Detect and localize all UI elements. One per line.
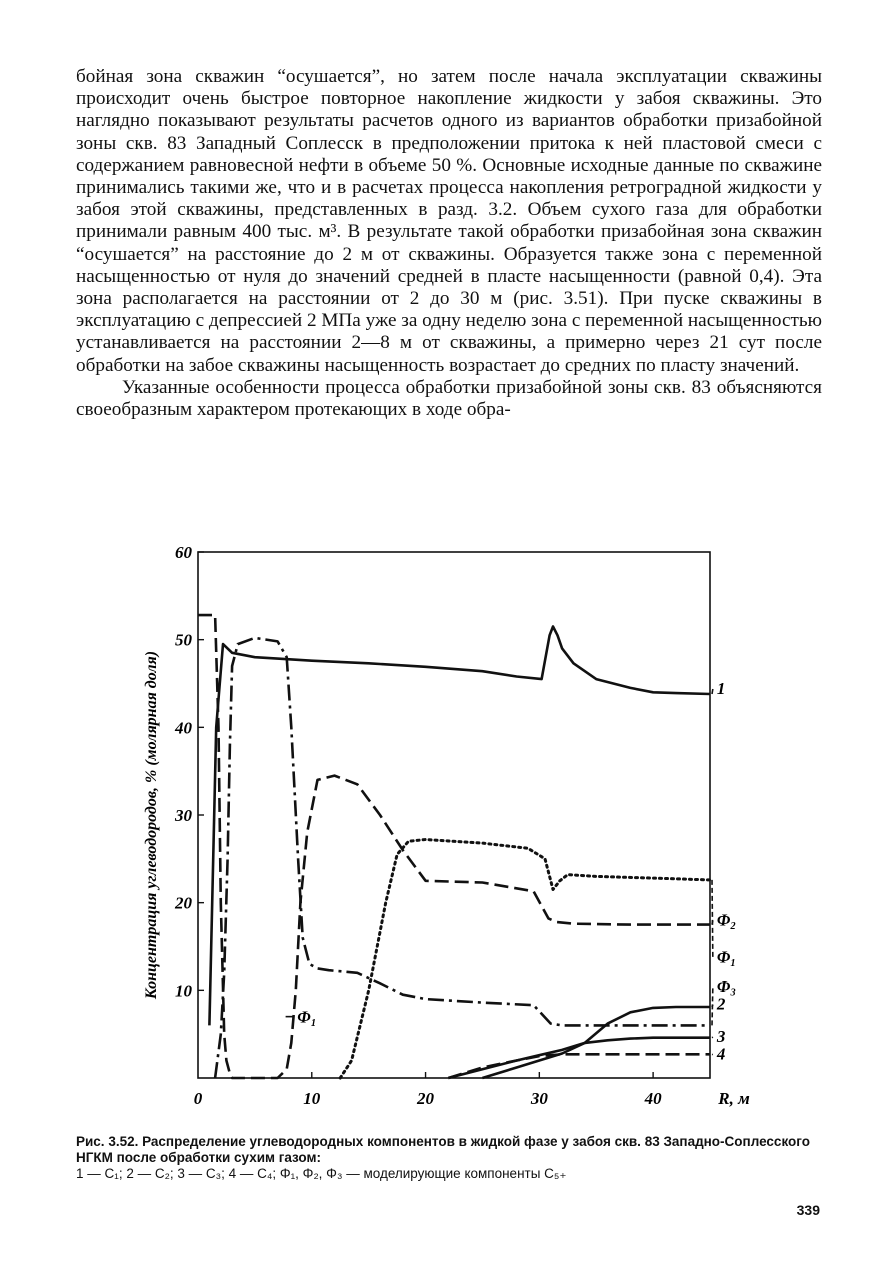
figure-3-52 [130, 536, 770, 1116]
y-tick-label: 40 [175, 718, 192, 738]
series-leader [712, 987, 713, 1025]
plot-frame [198, 552, 710, 1078]
series-leader [712, 880, 713, 957]
caption-title: Рис. 3.52. Распределение углеводородных компонентов в жидкой фазе у забоя скв. 83 Западно-Соплесского НГКМ после обработки сухим газом: [76, 1134, 810, 1165]
y-tick-label: 10 [175, 981, 192, 1001]
series-label-4: 4 [716, 1044, 726, 1064]
x-tick-label: 0 [193, 1089, 203, 1108]
series-label-1: 1 [716, 679, 726, 699]
x-axis-label: R, м [718, 1089, 750, 1108]
page-number: 339 [796, 1202, 820, 1218]
series-line-6 [198, 615, 710, 1078]
series-label-2: 2 [716, 994, 726, 1014]
series-line-1 [209, 627, 710, 1026]
series-label-6: Φ₂ [716, 910, 737, 930]
y-tick-label: 60 [175, 543, 192, 562]
x-tick-label: 10 [303, 1089, 321, 1108]
x-tick-label: 40 [644, 1089, 662, 1108]
chart-svg [130, 536, 770, 1116]
series-leader [712, 689, 713, 694]
paragraph-1: бойная зона скважин “осушается”, но затем после начала эксплуатации скважины происходит очень быстрое повторное накопление жидкости у забоя скважины. Это наглядно показывают результаты расчетов одного из вариантов обработки призабойной зоны скв. 83 Западный Соплесск в предположении притока к ней пластовой смеси с содержанием равновесной нефти в объеме 50 %. Основные исходные данные по скважине принимались такими же, что и в расчетах процесса накопления ретроградной жидкости у забоя этой скважины, представленных в разд. 3.2. Объем сухого газа для обработки принимали равным 400 тыс. м³. В результате такой обработки призабойная зона скважин “осушается” на расстояние до 2 м от скважины. Образуется также зона с переменной насыщенностью от нуля до значений средней в пласте насыщенности (равной 0,4). Эта зона располагается на расстоянии от 2 до 30 м (рис. 3.51). При пуске скважины в эксплуатацию с депрессией 2 МПа уже за одну неделю зона с переменной насыщенностью устанавливается на расстоянии 2—8 м от скважины, а примерно через 21 сут после обработки на забое скважины насыщенность возрастает до средних по пласту значений. [76, 66, 822, 376]
paragraph-2: Указанные особенности процесса обработки призабойной зоны скв. 83 объясняются своеобразным характером протекающих в ходе обра- [76, 376, 822, 421]
y-tick-label: 30 [175, 806, 192, 825]
body-text [76, 66, 822, 421]
series-label-7: Φ₃ [716, 977, 737, 997]
series-label-3: 3 [716, 1027, 726, 1047]
x-tick-label: 20 [417, 1089, 435, 1108]
series-line-5 [340, 840, 710, 1079]
figure-caption [76, 1134, 822, 1182]
x-tick-label: 30 [530, 1089, 548, 1108]
series-leader [712, 1037, 713, 1038]
caption-legend: 1 — C₁; 2 — C₂; 3 — C₃; 4 — C₄; Φ₁, Φ₂, Φ₃ — моделирующие компоненты C₅₊ [76, 1166, 567, 1181]
y-axis-label: Концентрация углеводородов, % (молярная доля) [143, 650, 160, 1000]
series-line-3 [448, 1038, 710, 1078]
y-tick-label: 20 [175, 893, 192, 913]
y-tick-label: 50 [175, 630, 192, 650]
series-line-4 [448, 1054, 710, 1078]
series-label-5: Φ₁ [716, 947, 737, 967]
annotation-label: Φ₁ [297, 1007, 317, 1027]
series-leader [712, 920, 713, 924]
